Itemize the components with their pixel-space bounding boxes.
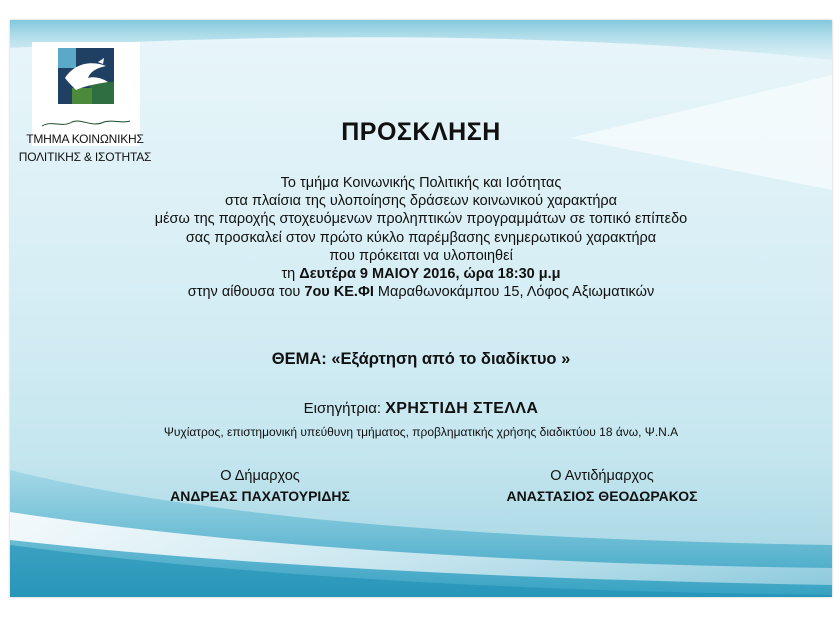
deputy-mayor-role: Ο Αντιδήμαρχος (550, 468, 654, 484)
event-theme: ΘΕΜΑ: «Εξάρτηση από το διαδίκτυο » (271, 350, 571, 368)
speaker-line (10, 400, 832, 418)
invitation-title: ΠΡΟΣΚΛΗΣΗ (341, 118, 501, 146)
speaker-label: Εισηγήτρια: (303, 400, 386, 417)
speaker-description: Ψυχίατρος, επιστημονική υπεύθυνη τμήματος, προβληματικής χρήσης διαδικτύου 18 άνω, Ψ.Ν.Α (163, 425, 679, 439)
speaker-name: ΧΡΗΣΤΙΔΗ ΣΤΕΛΛΑ (385, 400, 539, 417)
body-line-3: μέσω της παροχής στοχευόμενων προληπτικών προγραμμάτων σε τοπικό επίπεδο (154, 211, 688, 228)
invitation-card (10, 20, 832, 597)
event-venue-line (10, 283, 832, 301)
mayor-signature (140, 466, 380, 506)
body-line-5: που πρόκειται να υλοποιηθεί (329, 247, 513, 264)
event-date-prefix: τη (281, 266, 300, 283)
body-line-1: Το τμήμα Κοινωνικής Πολιτικής και Ισότητας (280, 175, 562, 191)
deputy-mayor-name: ΑΝΑΣΤΑΣΙΟΣ ΘΕΟΔΩΡΑΚΟΣ (506, 488, 698, 504)
department-caption-line2: ΠΟΛΙΤΙΚΗΣ & ΙΣΟΤΗΤΑΣ (18, 150, 152, 164)
invitation-body (10, 174, 832, 301)
body-line-2: στα πλαίσια της υλοποίησης δράσεων κοινωνικού χαρακτήρα (224, 193, 618, 210)
mayor-name: ΑΝΔΡΕΑΣ ΠΑΧΑΤΟΥΡΙΔΗΣ (170, 488, 350, 504)
deputy-mayor-signature (472, 466, 732, 506)
event-venue-address: Μαραθωνοκάμπου 15, Λόφος Αξιωματικών (373, 284, 655, 301)
event-date: Δευτέρα 9 ΜΑΙΟΥ 2016, ώρα 18:30 μ.μ (299, 266, 561, 283)
event-venue-name: 7ου ΚΕ.ΦΙ (304, 284, 374, 301)
event-venue-prefix: στην αίθουσα του (187, 284, 305, 301)
body-line-4: σας προσκαλεί στον πρώτο κύκλο παρέμβασης ενημερωτικού χαρακτήρα (185, 229, 657, 246)
event-date-line (10, 265, 832, 283)
department-caption-line1: ΤΜΗΜΑ ΚΟΙΝΩΝΙΚΗΣ (26, 132, 144, 146)
mayor-role: Ο Δήμαρχος (220, 468, 300, 484)
